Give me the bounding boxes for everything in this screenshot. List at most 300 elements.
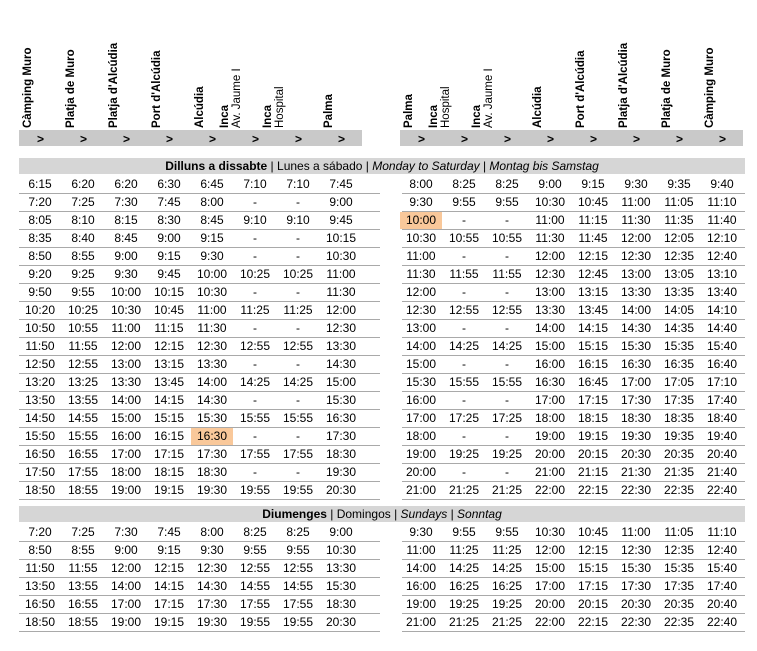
left-time-cell: 17:30 bbox=[196, 447, 228, 461]
column-gap bbox=[380, 524, 402, 542]
direction-arrow-icon: > bbox=[123, 132, 131, 146]
left-header-stop-name: Platja d'Alcúdia bbox=[108, 42, 120, 128]
left-header-stop-detail: Av. Jaume I bbox=[231, 68, 243, 128]
right-time-cell: 11:55 bbox=[492, 267, 522, 281]
right-time-cell: 21:25 bbox=[448, 483, 480, 497]
right-time-cell: 9:30 bbox=[409, 195, 433, 209]
left-time-cell: 11:00 bbox=[197, 303, 227, 317]
direction-arrow-icon: > bbox=[676, 132, 684, 146]
right-time-cell: 14:00 bbox=[534, 321, 566, 335]
left-time-cell: 7:20 bbox=[28, 195, 52, 209]
right-time-cell: 13:35 bbox=[663, 285, 695, 299]
left-time-cell: 18:55 bbox=[67, 483, 99, 497]
right-time-cell: 17:05 bbox=[663, 375, 695, 389]
right-time-cell: 11:35 bbox=[664, 213, 694, 227]
right-time-cell: 12:35 bbox=[663, 249, 695, 263]
right-time-cell: 12:45 bbox=[577, 267, 609, 281]
right-time-cell: 11:30 bbox=[535, 231, 565, 245]
column-gap bbox=[380, 428, 402, 446]
left-time-cell: 17:15 bbox=[153, 447, 185, 461]
column-gap bbox=[380, 392, 402, 410]
timetable-row bbox=[19, 614, 745, 632]
right-time-cell: 19:25 bbox=[491, 447, 523, 461]
right-time-cell: 17:00 bbox=[534, 393, 566, 407]
left-time-cell: 16:30 bbox=[325, 411, 357, 425]
right-header-stop-name: Palma bbox=[403, 94, 415, 128]
right-time-cell: 17:25 bbox=[491, 411, 523, 425]
left-time-cell: 12:00 bbox=[110, 339, 142, 353]
left-time-cell: 9:00 bbox=[329, 525, 353, 539]
right-time-cell: 22:30 bbox=[620, 615, 652, 629]
left-time-cell: 9:25 bbox=[71, 267, 95, 281]
right-time-cell: 17:35 bbox=[663, 579, 695, 593]
sunday-title-spanish: Domingos bbox=[336, 507, 391, 521]
right-time-cell: 14:00 bbox=[405, 339, 437, 353]
right-time-cell: 21:00 bbox=[534, 465, 566, 479]
right-time-cell: 19:25 bbox=[448, 597, 480, 611]
left-time-cell: 14:00 bbox=[110, 579, 142, 593]
right-header-stop-detail: Hospital bbox=[440, 86, 452, 128]
right-time-cell: 12:55 bbox=[448, 303, 480, 317]
right-time-cell: 14:25 bbox=[448, 339, 480, 353]
left-time-cell: 9:15 bbox=[157, 249, 181, 263]
right-time-cell: 16:00 bbox=[405, 579, 437, 593]
left-time-cell: 9:15 bbox=[200, 231, 224, 245]
right-time-cell: 16:45 bbox=[577, 375, 609, 389]
left-time-cell: 9:45 bbox=[329, 213, 353, 227]
right-time-cell: 13:10 bbox=[706, 267, 738, 281]
right-time-cell: 12:40 bbox=[706, 543, 738, 557]
direction-arrow-icon: > bbox=[633, 132, 641, 146]
column-gap bbox=[380, 212, 402, 230]
right-time-cell: 16:15 bbox=[577, 357, 609, 371]
timetable-row bbox=[19, 464, 745, 482]
left-time-cell: 8:00 bbox=[200, 525, 224, 539]
right-time-cell: 11:00 bbox=[621, 195, 651, 209]
right-time-cell: 21:25 bbox=[491, 483, 523, 497]
right-time-cell: 10:30 bbox=[405, 231, 437, 245]
direction-arrow-icon: > bbox=[37, 132, 45, 146]
right-time-cell: 14:40 bbox=[706, 321, 738, 335]
direction-arrow-icon: > bbox=[547, 132, 555, 146]
right-header-2 bbox=[471, 30, 521, 128]
left-time-cell: 14:00 bbox=[110, 393, 142, 407]
right-time-cell: 11:00 bbox=[621, 525, 651, 539]
left-time-cell: 9:50 bbox=[28, 285, 52, 299]
right-time-cell: 22:15 bbox=[577, 615, 609, 629]
left-time-cell: 6:45 bbox=[200, 177, 224, 191]
timetable-row bbox=[19, 212, 745, 230]
left-time-cell: - bbox=[296, 285, 300, 299]
column-gap bbox=[380, 194, 402, 212]
left-time-cell: 15:55 bbox=[67, 429, 99, 443]
timetable-row bbox=[19, 374, 745, 392]
left-time-cell: 8:25 bbox=[286, 525, 310, 539]
left-time-cell: 19:30 bbox=[196, 483, 228, 497]
left-time-cell: 19:00 bbox=[110, 615, 142, 629]
right-time-cell: 22:00 bbox=[534, 615, 566, 629]
left-time-cell: 9:10 bbox=[286, 213, 310, 227]
left-time-cell: - bbox=[253, 393, 257, 407]
right-time-cell: 12:55 bbox=[491, 303, 523, 317]
right-time-cell: 9:15 bbox=[581, 177, 605, 191]
right-time-cell: 15:40 bbox=[706, 561, 738, 575]
right-time-cell: 21:15 bbox=[577, 465, 609, 479]
right-time-cell: 8:00 bbox=[409, 177, 433, 191]
right-time-cell: 21:00 bbox=[405, 483, 437, 497]
right-time-cell: 12:10 bbox=[706, 231, 738, 245]
right-time-cell: 9:55 bbox=[495, 525, 519, 539]
right-time-cell: 12:15 bbox=[577, 543, 609, 557]
right-time-cell: 13:30 bbox=[534, 303, 566, 317]
left-time-cell: 10:25 bbox=[239, 267, 271, 281]
right-time-cell: 13:00 bbox=[534, 285, 566, 299]
left-time-cell: 7:10 bbox=[243, 177, 267, 191]
left-time-cell: 9:00 bbox=[114, 249, 138, 263]
left-time-cell: 16:55 bbox=[67, 447, 99, 461]
right-time-cell: 17:15 bbox=[577, 393, 609, 407]
column-gap bbox=[380, 266, 402, 284]
right-time-cell: 14:25 bbox=[491, 561, 523, 575]
right-time-cell: 13:45 bbox=[577, 303, 609, 317]
timetable-row bbox=[19, 524, 745, 542]
left-time-cell: 11:30 bbox=[197, 321, 227, 335]
sunday-title-german: Sonntag bbox=[457, 507, 502, 521]
left-time-cell: 8:10 bbox=[71, 213, 95, 227]
left-time-cell: 8:50 bbox=[28, 249, 52, 263]
direction-arrow-icon: > bbox=[295, 132, 303, 146]
left-header-3 bbox=[151, 30, 189, 128]
direction-arrow-icon: > bbox=[461, 132, 469, 146]
left-header-stop-name: Inca Av. Jaume I bbox=[219, 68, 243, 128]
left-time-cell: 9:55 bbox=[71, 285, 95, 299]
right-time-cell: 12:30 bbox=[405, 303, 437, 317]
right-time-cell: - bbox=[505, 321, 509, 335]
left-time-cell: 19:15 bbox=[153, 615, 185, 629]
right-time-cell: 13:40 bbox=[706, 285, 738, 299]
left-time-cell: 7:25 bbox=[71, 195, 95, 209]
right-time-cell: 12:30 bbox=[620, 249, 652, 263]
right-arrow-bar bbox=[400, 130, 743, 146]
right-time-cell: 20:35 bbox=[663, 447, 695, 461]
right-time-cell: 20:40 bbox=[706, 597, 738, 611]
left-time-cell: - bbox=[296, 357, 300, 371]
left-header-2 bbox=[108, 30, 146, 128]
left-time-cell: 18:15 bbox=[153, 465, 185, 479]
right-time-cell: 19:35 bbox=[663, 429, 695, 443]
right-time-cell: 15:15 bbox=[577, 339, 609, 353]
direction-arrow-icon: > bbox=[590, 132, 598, 146]
left-time-cell: 18:30 bbox=[325, 447, 357, 461]
direction-arrow-icon: > bbox=[418, 132, 426, 146]
right-time-cell: 8:25 bbox=[452, 177, 476, 191]
left-time-cell: 8:25 bbox=[243, 525, 267, 539]
right-header-stop-name: Platja de Muro bbox=[661, 49, 673, 128]
right-time-cell: 9:00 bbox=[538, 177, 562, 191]
left-time-cell: 9:30 bbox=[200, 543, 224, 557]
right-header-stop-name: Inca Av. Jaume I bbox=[471, 68, 495, 128]
left-time-cell: - bbox=[253, 231, 257, 245]
right-time-cell: 13:05 bbox=[663, 267, 695, 281]
left-time-cell: 10:00 bbox=[196, 267, 228, 281]
left-time-cell: 12:30 bbox=[196, 561, 228, 575]
timetable-row bbox=[19, 284, 745, 302]
timetable-row bbox=[19, 392, 745, 410]
right-time-cell: 10:30 bbox=[534, 195, 566, 209]
right-time-cell: 15:30 bbox=[405, 375, 437, 389]
right-time-cell: - bbox=[462, 357, 466, 371]
right-header-3 bbox=[532, 30, 570, 128]
right-time-cell: 15:40 bbox=[706, 339, 738, 353]
column-gap bbox=[380, 302, 402, 320]
right-time-cell: 14:25 bbox=[491, 339, 523, 353]
left-time-cell: 18:00 bbox=[110, 465, 142, 479]
right-time-cell: 15:55 bbox=[448, 375, 480, 389]
left-header-stop-name: Palma bbox=[323, 94, 335, 128]
direction-arrow-icon: > bbox=[80, 132, 88, 146]
right-time-cell: 22:40 bbox=[706, 615, 738, 629]
left-time-cell: 12:00 bbox=[325, 303, 357, 317]
left-time-cell: 14:25 bbox=[282, 375, 314, 389]
left-time-cell: 17:15 bbox=[153, 597, 185, 611]
right-time-cell: - bbox=[462, 285, 466, 299]
weekday-title-german: Montag bis Samstag bbox=[489, 159, 599, 173]
right-time-cell: 11:55 bbox=[449, 267, 479, 281]
column-gap bbox=[380, 560, 402, 578]
left-time-cell: - bbox=[296, 195, 300, 209]
right-time-cell: 22:35 bbox=[663, 615, 695, 629]
right-time-cell: - bbox=[462, 465, 466, 479]
timetable-row bbox=[19, 320, 745, 338]
right-time-cell: 10:45 bbox=[577, 195, 609, 209]
left-time-cell: 8:55 bbox=[71, 543, 95, 557]
column-gap bbox=[380, 248, 402, 266]
right-time-cell: 18:35 bbox=[663, 411, 695, 425]
right-time-cell: 19:25 bbox=[491, 597, 523, 611]
left-time-cell: 15:15 bbox=[153, 411, 185, 425]
left-time-cell: 18:50 bbox=[24, 615, 56, 629]
right-time-cell: 11:30 bbox=[406, 267, 436, 281]
left-time-cell: - bbox=[253, 249, 257, 263]
left-time-cell: 16:50 bbox=[24, 447, 56, 461]
right-time-cell: 14:05 bbox=[663, 303, 695, 317]
left-time-cell: 17:55 bbox=[282, 447, 314, 461]
right-time-cell: 22:40 bbox=[706, 483, 738, 497]
timetable-row bbox=[19, 482, 745, 500]
right-header-4 bbox=[575, 30, 613, 128]
right-time-cell: 20:30 bbox=[620, 447, 652, 461]
left-time-cell: 15:50 bbox=[24, 429, 56, 443]
column-gap bbox=[380, 338, 402, 356]
direction-arrow-icon: > bbox=[504, 132, 512, 146]
direction-arrow-icon: > bbox=[252, 132, 260, 146]
left-time-cell: 16:30 bbox=[191, 428, 233, 445]
left-time-cell: 8:45 bbox=[114, 231, 138, 245]
left-time-cell: 11:30 bbox=[326, 285, 356, 299]
left-header-stop-name: Port d'Alcúdia bbox=[151, 50, 163, 128]
left-time-cell: 12:55 bbox=[239, 561, 271, 575]
left-time-cell: 8:45 bbox=[200, 213, 224, 227]
left-time-cell: 8:15 bbox=[114, 213, 138, 227]
right-time-cell: 19:40 bbox=[706, 429, 738, 443]
right-time-cell: 21:00 bbox=[405, 615, 437, 629]
right-time-cell: 15:35 bbox=[663, 339, 695, 353]
right-time-cell: 17:35 bbox=[663, 393, 695, 407]
left-time-cell: 14:55 bbox=[67, 411, 99, 425]
right-time-cell: 18:30 bbox=[620, 411, 652, 425]
right-time-cell: 16:00 bbox=[405, 393, 437, 407]
right-time-cell: 19:30 bbox=[620, 429, 652, 443]
right-time-cell: 14:35 bbox=[663, 321, 695, 335]
right-time-cell: 21:25 bbox=[491, 615, 523, 629]
sunday-title-catalan: Diumenges bbox=[262, 507, 327, 521]
left-time-cell: - bbox=[296, 231, 300, 245]
right-time-cell: - bbox=[505, 429, 509, 443]
left-time-cell: 9:00 bbox=[157, 231, 181, 245]
column-gap bbox=[380, 176, 402, 194]
right-time-cell: 12:30 bbox=[620, 543, 652, 557]
left-time-cell: 17:50 bbox=[24, 465, 56, 479]
left-time-cell: 19:15 bbox=[153, 483, 185, 497]
right-header-stop-name: Port d'Alcúdia bbox=[575, 50, 587, 128]
right-time-cell: 9:55 bbox=[495, 195, 519, 209]
right-time-cell: 10:55 bbox=[448, 231, 480, 245]
right-time-cell: 22:15 bbox=[577, 483, 609, 497]
left-time-cell: 19:55 bbox=[239, 483, 271, 497]
right-time-cell: 17:40 bbox=[706, 579, 738, 593]
left-time-cell: 12:15 bbox=[153, 339, 185, 353]
left-time-cell: 9:30 bbox=[200, 249, 224, 263]
right-header-5 bbox=[618, 30, 656, 128]
left-time-cell: 11:55 bbox=[68, 561, 98, 575]
right-time-cell: 14:30 bbox=[620, 321, 652, 335]
left-time-cell: 14:30 bbox=[196, 579, 228, 593]
right-time-cell: 15:00 bbox=[534, 339, 566, 353]
right-time-cell: 9:30 bbox=[624, 177, 648, 191]
left-time-cell: 18:30 bbox=[196, 465, 228, 479]
timetable-row bbox=[19, 230, 745, 248]
sunday-title-bar: Diumenges | Domingos | Sundays | Sonntag bbox=[19, 506, 745, 522]
left-time-cell: 7:25 bbox=[71, 525, 95, 539]
right-time-cell: 14:00 bbox=[620, 303, 652, 317]
left-time-cell: 8:35 bbox=[28, 231, 52, 245]
right-time-cell: 11:30 bbox=[621, 213, 651, 227]
weekday-title-english: Monday to Saturday bbox=[372, 159, 480, 173]
column-gap bbox=[380, 284, 402, 302]
left-time-cell: 14:55 bbox=[282, 579, 314, 593]
right-time-cell: 20:40 bbox=[706, 447, 738, 461]
left-time-cell: 19:55 bbox=[282, 483, 314, 497]
left-time-cell: 13:20 bbox=[24, 375, 56, 389]
right-time-cell: 14:25 bbox=[448, 561, 480, 575]
column-gap bbox=[380, 374, 402, 392]
right-time-cell: 21:35 bbox=[663, 465, 695, 479]
right-time-cell: 19:00 bbox=[534, 429, 566, 443]
right-time-cell: 12:35 bbox=[663, 543, 695, 557]
right-header-stop-name: Inca Hospital bbox=[428, 86, 452, 128]
right-time-cell: 11:00 bbox=[406, 249, 436, 263]
right-time-cell: - bbox=[505, 213, 509, 227]
right-time-cell: - bbox=[462, 429, 466, 443]
left-time-cell: 12:15 bbox=[153, 561, 185, 575]
right-time-cell: 12:05 bbox=[663, 231, 695, 245]
column-gap bbox=[380, 356, 402, 374]
left-time-cell: - bbox=[296, 249, 300, 263]
right-time-cell: 19:25 bbox=[448, 447, 480, 461]
right-time-cell: 12:40 bbox=[706, 249, 738, 263]
left-time-cell: 11:15 bbox=[154, 321, 184, 335]
left-time-cell: 15:30 bbox=[325, 393, 357, 407]
right-time-cell: 15:35 bbox=[663, 561, 695, 575]
left-time-cell: - bbox=[296, 393, 300, 407]
left-time-cell: 13:55 bbox=[67, 579, 99, 593]
left-time-cell: 19:00 bbox=[110, 483, 142, 497]
right-time-cell: 21:40 bbox=[706, 465, 738, 479]
column-gap bbox=[380, 482, 402, 500]
left-time-cell: 15:30 bbox=[196, 411, 228, 425]
left-time-cell: 17:00 bbox=[110, 447, 142, 461]
right-time-cell: 11:00 bbox=[535, 213, 565, 227]
left-header-stop-detail: Hospital bbox=[274, 86, 286, 128]
timetable-row bbox=[19, 446, 745, 464]
timetable-row bbox=[19, 578, 745, 596]
left-time-cell: 17:00 bbox=[110, 597, 142, 611]
left-time-cell: 9:55 bbox=[243, 543, 267, 557]
right-time-cell: 9:55 bbox=[452, 195, 476, 209]
right-time-cell: 17:00 bbox=[405, 411, 437, 425]
left-header-stop-name: Càmping Muro bbox=[22, 47, 34, 128]
right-time-cell: 13:00 bbox=[405, 321, 437, 335]
left-time-cell: 11:25 bbox=[283, 303, 313, 317]
right-header-stop-name: Càmping Muro bbox=[704, 47, 716, 128]
right-time-cell: 16:25 bbox=[448, 579, 480, 593]
right-time-cell: 20:00 bbox=[534, 597, 566, 611]
right-time-cell: 19:15 bbox=[577, 429, 609, 443]
right-time-cell: 9:30 bbox=[409, 525, 433, 539]
right-time-cell: - bbox=[505, 357, 509, 371]
right-time-cell: 21:25 bbox=[448, 615, 480, 629]
right-time-cell: 15:30 bbox=[620, 561, 652, 575]
right-time-cell: - bbox=[505, 249, 509, 263]
right-time-cell: 12:00 bbox=[534, 543, 566, 557]
left-time-cell: 6:15 bbox=[28, 177, 52, 191]
right-time-cell: 16:25 bbox=[491, 579, 523, 593]
left-time-cell: 13:15 bbox=[153, 357, 185, 371]
right-time-cell: 15:00 bbox=[405, 357, 437, 371]
right-time-cell: 20:15 bbox=[577, 447, 609, 461]
timetable-row bbox=[19, 194, 745, 212]
right-time-cell: 11:10 bbox=[707, 525, 737, 539]
right-time-cell: 17:30 bbox=[620, 393, 652, 407]
left-time-cell: 10:30 bbox=[110, 303, 142, 317]
column-gap bbox=[380, 446, 402, 464]
left-time-cell: 19:30 bbox=[196, 615, 228, 629]
right-time-cell: 15:30 bbox=[620, 339, 652, 353]
left-time-cell: 10:25 bbox=[67, 303, 99, 317]
left-time-cell: 19:55 bbox=[282, 615, 314, 629]
left-header-1 bbox=[65, 30, 103, 128]
left-time-cell: 19:30 bbox=[325, 465, 357, 479]
right-time-cell: 20:00 bbox=[534, 447, 566, 461]
direction-arrow-icon: > bbox=[209, 132, 217, 146]
right-time-cell: 20:15 bbox=[577, 597, 609, 611]
timetable-row bbox=[19, 542, 745, 560]
left-time-cell: 15:55 bbox=[282, 411, 314, 425]
right-time-cell: 16:40 bbox=[706, 357, 738, 371]
left-time-cell: 16:00 bbox=[110, 429, 142, 443]
right-header-6 bbox=[661, 30, 699, 128]
right-time-cell: - bbox=[462, 249, 466, 263]
